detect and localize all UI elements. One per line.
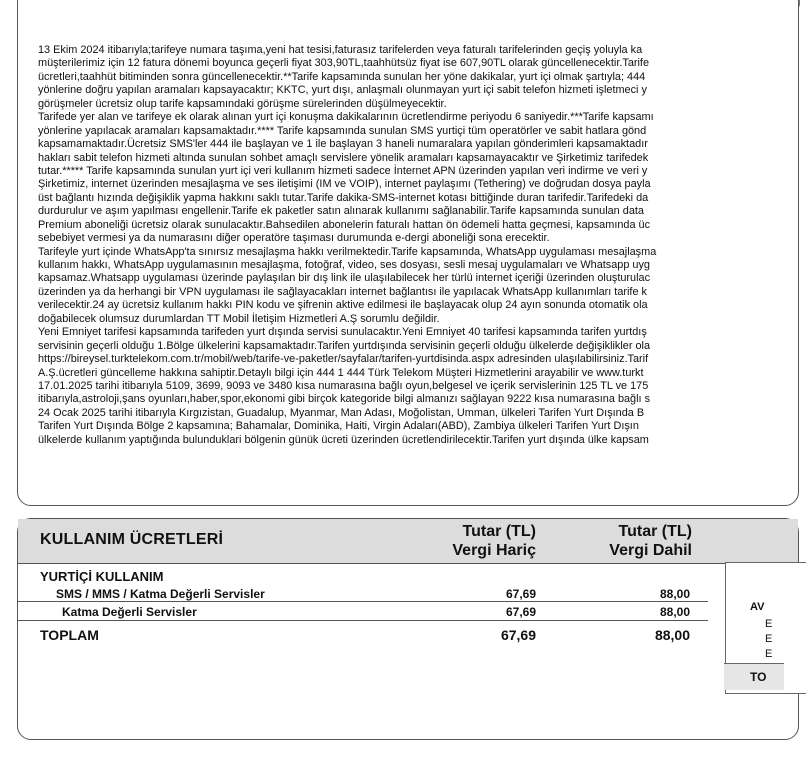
row-divider	[18, 601, 708, 602]
terms-line: https://bireysel.turktelekom.com.tr/mobil/web/tarife-ve-paketler/sayfalar/tarifen-yurtdisinda.aspx adresinden ulaşılabilirsiniz.Tarif	[38, 353, 649, 366]
terms-line: kullanım hakkı, WhatsApp uygulamasının mesajlaşma, fotoğraf, video, ses dosyası, sesli mesaj uygulamaları ve Whatsapp uyg	[38, 259, 650, 271]
terms-line: üst bağlantı hızında değişiklik yapma hakkını saklı tutar.Tarife dakika-SMS-internet kotası bittiğinde duran tarifedir.Tarifedeki da	[38, 191, 649, 204]
terms-line: 13 Ekim 2024 itibarıyla;tarifeye numara taşıma,yeni hat tesisi,faturasız tarifelerden veya faturalı tarifelerinden geçiş yoluyla ka	[38, 44, 643, 56]
total-excl-tax: 67,69	[500, 627, 536, 643]
terms-line: Tarifeyle yurt içinde WhatsApp'ta sınırsız mesajlaşma hakkı verilmektedir.Tarife kapsamında, WhatsApp uygulaması mesajlaşma	[38, 245, 657, 258]
total-incl-tax: 88,00	[654, 627, 690, 643]
terms-line: doğabilecek olumsuz durumlardan TT Mobil İletişim Hizmetleri A.Ş sorumlu değildir.	[38, 312, 440, 325]
terms-line: 17.01.2025 tarihi itibarıyla 5109, 3699, 9093 ve 3480 kısa numarasına bağlı oyun,belgesel ve içerik servislerinin 125 TL ve 175	[38, 379, 649, 392]
terms-line: tutar.***** Tarife kapsamında sunulan yurt içi veri kullanım hizmeti sadece İnternet APN üzerinden yapılan veri indirme ve veri y	[38, 164, 648, 177]
terms-line: A.Ş.ücretleri güncelleme hakkına sahiptir.Detaylı bilgi için 444 1 444 Türk Telekom Müşteri Hizmetlerini arayabilir ve www.turkt	[38, 366, 644, 379]
terms-line: hakları sabit telefon hizmeti altında sunulan sohbet amaçlı servislere yönelik aramaları kapsamayacaktır ve Şirketimiz tarifedek	[38, 151, 649, 164]
domestic-usage-section-title: YURTİÇİ KULLANIM	[40, 569, 164, 584]
row-label: Katma Değerli Servisler	[62, 605, 197, 619]
amount-incl-tax: 88,00	[659, 587, 690, 601]
amount-incl-tax: 88,00	[659, 605, 690, 619]
amount-excl-tax: 67,69	[505, 587, 536, 601]
adjacent-column-labels	[724, 561, 804, 691]
terms-line: verilecektir.24 ay ücretsiz kullanım hakkı PIN kodu ve şifrenin aktive edilmesi ile başlayacak olup 24 ayın sonunda otomatik ola	[38, 299, 648, 312]
amount-header-line: Tutar (TL)	[462, 523, 536, 540]
terms-line: yönlerine doğru yapılan aramaları kapsayacaktır; KKTC, yurt dışı, anlaşmalı olunmayan yurt içi sabit telefon hizmeti işletmeci y	[38, 84, 647, 97]
terms-line: durdurulur ve aşım yapılması engellenir.Tarife ek paketler satın alınarak kullanımı sağlanabilir.Tarife kapsamında sunulan data	[38, 205, 644, 218]
usage-fees-title: KULLANIM ÜCRETLERİ	[40, 531, 224, 548]
side-item: E	[765, 648, 773, 660]
terms-line: kapsamamaktadır.Ücretsiz SMS'ler 444 ile başlayan ve 1 ile başlayan 3 haneli numaralara yapılan gönderimleri kapsamaktadır	[38, 138, 648, 151]
tax-excluded-label: Vergi Hariç	[452, 542, 536, 559]
terms-line: Şirketimiz, internet üzerinden mesajlaşma ve ses iletişimi (IM ve VOIP), internet paylaşımı (Tethering) ve doğrudan dosya payla	[38, 178, 651, 191]
tax-included-label: Vergi Dahil	[609, 542, 692, 559]
terms-line: itibarıyla,astroloji,şans oyunları,haber,spor,ekonomi gibi birçok kategoride bilgi almanızı sağlayan 9222 kısa numarasına bağlı s	[38, 393, 651, 406]
terms-line: üzerinden ya da herhangi bir VPN uygulaması ile sağlayacakları internet bağlantısı ile yapılacak WhatsApp kullanımları tarife k	[38, 285, 647, 298]
terms-line: Tarifede yer alan ve tarifeye ek olarak alınan yurt içi konuşma dakikalarının ücretlendirme periyodu 6 saniyedir.***Tarife kapsamı	[38, 111, 654, 124]
terms-line: kapsamaz.Whatsapp uygulaması üzerinde paylaşılan bir dış link ile ulaşılabilecek her türlü internet içeriği üzerinden oluşturulac	[38, 272, 651, 285]
side-total-cell	[724, 663, 784, 690]
row-label: SMS / MMS / Katma Değerli Servisler	[56, 587, 265, 601]
amount-header-line: Tutar (TL)	[618, 523, 692, 540]
terms-line: servisinin geçerli olduğu 1.Bölge ülkelerini kapsamaktadır.Tarifen yurtdışında servisinin geçerli olduğu ülkelerde değişiklikler ola	[38, 339, 651, 352]
terms-line: ücretleri,taahhüt bitiminden sonra güncellenecektir.**Tarife kapsamında sunulan her yöne dakikalar, yurt içi olmak şartıyla; 444	[38, 70, 646, 83]
usage-fees-table	[17, 518, 799, 740]
terms-line: görüşmeler ücretsiz olup tarife kapsamındaki görüşme sürelerinden düşülmeyecektir.	[38, 97, 447, 110]
usage-fees-header	[18, 519, 798, 564]
terms-line: Premium aboneliği ücretsiz olarak sunulacaktır.Bahsedilen abonelerin faturalı hattan ön ödemeli hatta geçmesi, kapsamında üc	[38, 218, 651, 231]
terms-line: ülkelerde kullanım yaptığında bulunduklari bölgenin günük ücreti üzerinden ücretlendirilecektir.Tarifen yurt dışında ülke kapsam	[38, 433, 649, 446]
total-label: TOPLAM	[40, 627, 99, 643]
side-item: E	[765, 618, 773, 630]
side-total-label: TO	[750, 670, 767, 684]
terms-line: 24 Ocak 2025 tarihi itibarıyla Kırgızistan, Guadalup, Myanmar, Man Adası, Moğolistan, Umman, ülkeleri Tarifen Yurt Dışında B	[38, 406, 645, 419]
terms-line: Tarifen Yurt Dışında Bölge 2 kapsamına; Bahamalar, Dominika, Haiti, Virgin Adaları(ABD), Zambiya ülkeleri Tarifen Yurt Dışın	[38, 420, 639, 433]
amount-excl-tax-header	[452, 522, 536, 560]
side-header: AV	[750, 601, 765, 613]
row-divider	[18, 620, 708, 621]
terms-line: yönlerine yapılacak aramaları kapsamaktadır.**** Tarife kapsamında sunulan SMS yurtiçi tüm operatörler ve sabit hatlara gönd	[38, 124, 647, 137]
side-item: E	[765, 633, 773, 645]
terms-line: müşterilerimiz için 12 fatura dönemi boyunca geçerli fiyat 303,90TL,taahhütsüz fiyat ise 607,90TL olarak güncellenecektir.Tarife	[38, 57, 650, 70]
tariff-terms-text	[38, 44, 768, 499]
amount-excl-tax: 67,69	[505, 605, 536, 619]
terms-line: sebebiyet vermesi ya da numarasını diğer operatöre taşıması durumunda e-dergi aboneliği sona erecektir.	[38, 232, 550, 245]
amount-incl-tax-header	[609, 522, 692, 560]
terms-line: Yeni Emniyet tarifesi kapsamında tarifeden yurt dışında servisi sunulacaktır.Yeni Emniyet 40 tarifesi kapsamında tarifen yurtdış	[38, 326, 647, 339]
